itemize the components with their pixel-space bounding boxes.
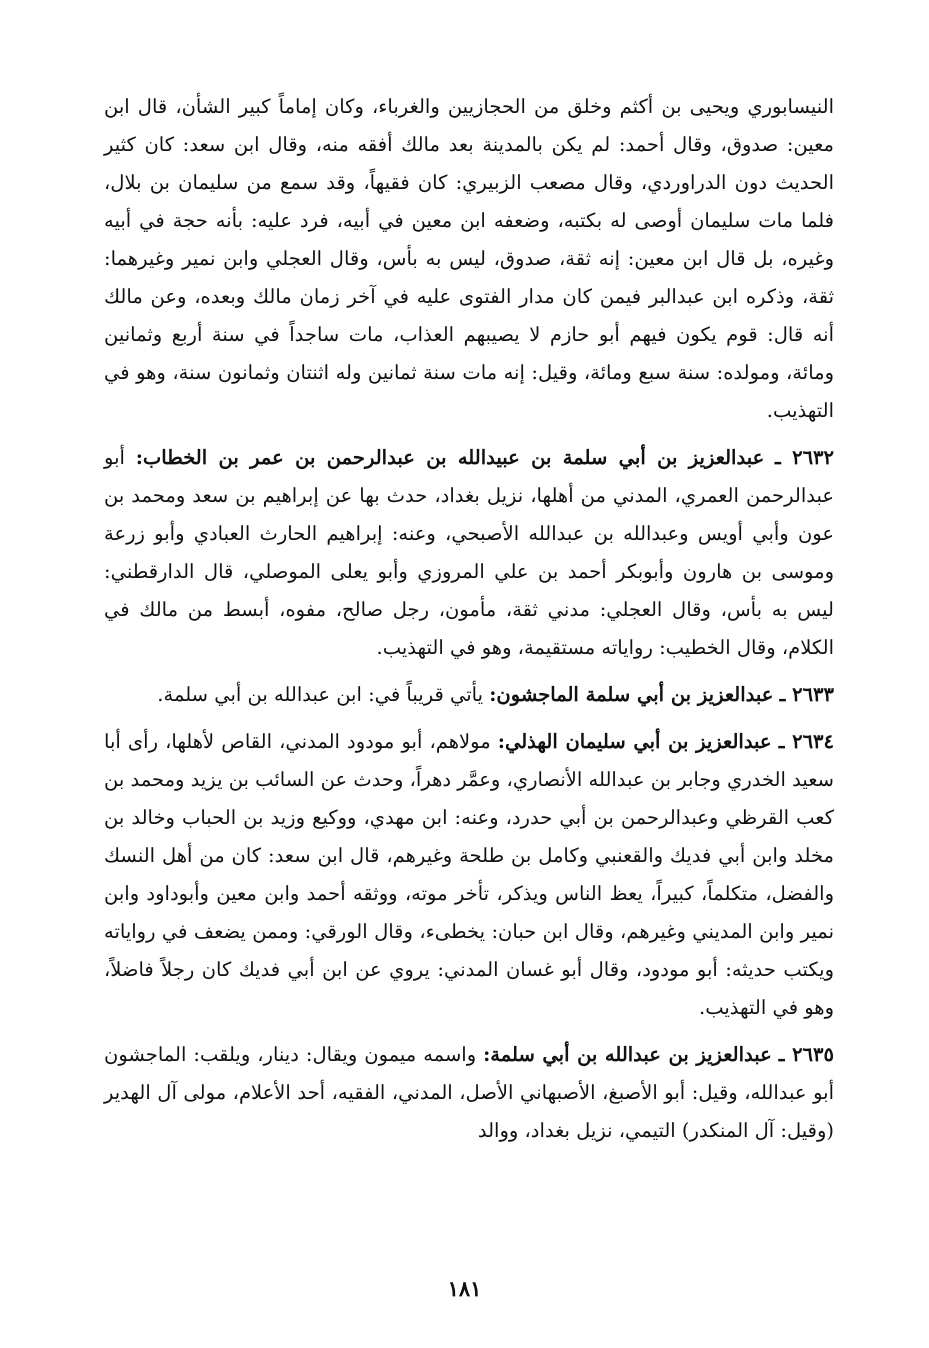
entry-2633 (104, 676, 834, 714)
entry-text: مولاهم، أبو مودود المدني، القاص لأهلها، رأى أبا سعيد الخدري وجابر بن عبدالله الأنصاري، وعمَّر دهراً، وحدث عن السائب بن يزيد ومحمد بن كعب القرظي وعبدالرحمن بن أبي حدرد، وعنه: ابن مهدي، ووكيع وزيد بن الحباب وخالد بن مخلد وابن أبي فديك والقعنبي وكامل بن طلحة وغيرهم، قال ابن سعد: كان من أهل النسك والفضل، متكلماً، كبيراً، يعظ الناس ويذكر، تأخر موته، ووثقه أحمد وابن معين وأبوداود وابن نمير وابن المديني وغيرهم، وقال ابن حبان: يخطىء، وقال الورقي: وممن يضعف في رواياته ويكتب حديثه: أبو مودود، وقال أبو غسان المدني: يروي عن ابن أبي فديك كان رجلاً فاضلاً، وهو في التهذيب. (104, 730, 834, 1019)
entry-2634 (104, 723, 834, 1027)
entry-number: ٢٦٣٤ ـ (778, 730, 834, 753)
paragraph-continuation (104, 88, 834, 430)
entry-2632 (104, 439, 834, 667)
entry-heading: عبدالعزيز بن أبي سلمة بن عبيدالله بن عبدالرحمن بن عمر بن الخطاب: (135, 446, 765, 469)
entry-text: واسمه ميمون ويقال: دينار، ويلقب: الماجشون أبو عبدالله، وقيل: أبو الأصبغ، الأصبهاني الأصل، المدني، الفقيه، أحد الأعلام، مولى آل الهدير (وقيل: آل المنكدر) التيمي، نزيل بغداد، ووالد (104, 1043, 834, 1142)
entry-heading: عبدالعزيز بن أبي سلمة الماجشون: (489, 683, 774, 706)
page-number: ١٨١ (447, 1276, 482, 1301)
entry-number: ٢٦٣٢ ـ (775, 446, 834, 469)
entry-heading: عبدالعزيز بن أبي سليمان الهذلي: (497, 730, 772, 753)
entry-2635 (104, 1036, 834, 1150)
entry-number: ٢٦٣٥ ـ (778, 1043, 834, 1066)
entry-text: يأتي قريباً في: ابن عبدالله بن أبي سلمة. (157, 683, 484, 706)
entry-heading: عبدالعزيز بن عبدالله بن أبي سلمة: (483, 1043, 772, 1066)
entry-number: ٢٦٣٣ ـ (779, 683, 834, 706)
paragraph-text: النيسابوري ويحيى بن أكثم وخلق من الحجازيين والغرباء، وكان إماماً كبير الشأن، قال ابن معين: صدوق، وقال أحمد: لم يكن بالمدينة بعد مالك أفقه منه، وقال ابن سعد: كان كثير الحديث دون الدراوردي، وقال مصعب الزبيري: كان فقيهاً، وقد سمع من سليمان بن بلال، فلما مات سليمان أوصى له بكتبه، وضعفه ابن معين في أبيه، فرد عليه: بأنه حجة في أبيه وغيره، بل قال ابن معين: إنه ثقة، صدوق، ليس به بأس، وقال العجلي وابن نمير وغيرهما: ثقة، وذكره ابن عبدالبر فيمن كان مدار الفتوى عليه في آخر زمان مالك وبعده، وعن مالك أنه قال: قوم يكون فيهم أبو حازم لا يصيبهم العذاب، مات ساجداً في سنة أربع وثمانين ومائة، ومولده: سنة سبع ومائة، وقيل: إنه مات سنة ثمانين وله اثنتان وثمانون سنة، وهو في التهذيب. (104, 95, 834, 422)
page-body (104, 88, 834, 1159)
entry-text: أبو عبدالرحمن العمري، المدني من أهلها، نزيل بغداد، حدث بها عن إبراهيم بن سعد ومحمد بن عون وأبي أويس وعبدالله بن عبدالله الأصبحي، وعنه: إبراهيم الحارث العبادي وأبو زرعة وموسى بن هارون وأبوبكر أحمد بن علي المروزي وأبو يعلى الموصلي، قال الدارقطني: ليس به بأس، وقال العجلي: مدني ثقة، مأمون، رجل صالح، مفوه، أبسط من مالك في الكلام، وقال الخطيب: رواياته مستقيمة، وهو في التهذيب. (104, 446, 834, 659)
